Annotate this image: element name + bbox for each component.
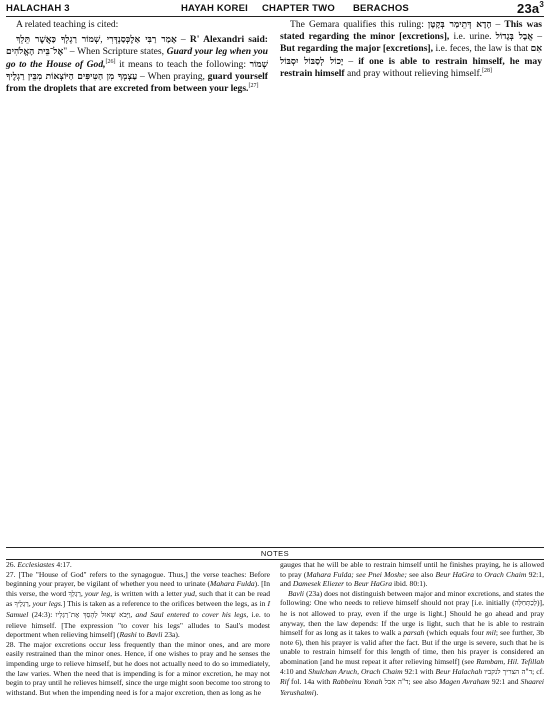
text: yud — [184, 588, 195, 598]
notes-title: NOTES — [260, 549, 290, 558]
text: i.e. urine. — [449, 31, 496, 43]
folio-superscript: 3 — [539, 0, 544, 9]
text: Beur Halachah — [435, 666, 483, 676]
text: Mahara Fulda; see Pnei Moshe; — [306, 569, 407, 579]
text: 23a). — [162, 630, 180, 640]
note-27 — [6, 570, 270, 640]
text: – When praying, — [137, 70, 208, 82]
text: is written with a letter — [112, 588, 184, 598]
hebrew-text: הָדָא דְּתֵימַר בְּקָטָן — [427, 20, 492, 30]
punct: , — [100, 34, 103, 46]
text: , such that it can be read as — [6, 588, 271, 609]
text: 92:1, and — [280, 569, 544, 589]
paragraph — [280, 19, 542, 80]
text: Ecclesiastes — [17, 560, 55, 569]
bold-italic-verse: Guard your leg when you go to the House of God, — [6, 46, 269, 70]
hebrew-text: רַגְלְךָ — [68, 589, 81, 598]
dash: – — [343, 55, 359, 67]
text: 92:1 and — [489, 677, 521, 687]
text: 4:17. — [54, 560, 72, 569]
bold-translation: But regarding the major [excretions], — [280, 43, 434, 55]
hebrew-text: אֶל־בֵּית הָאֱלֹהִים — [6, 47, 64, 58]
text: see also — [406, 569, 436, 579]
text: it means to teach the following: — [115, 58, 250, 70]
text: , — [28, 599, 33, 609]
text: ] This is taken as a reference to the orifices between the legs, as in — [62, 599, 268, 609]
text: fol. 14a with — [288, 677, 333, 687]
text: to — [474, 569, 485, 579]
text: 26. — [6, 560, 18, 569]
header-tractate: BERACHOS — [353, 3, 409, 14]
hebrew-text: אִם יָכוֹל לְסַבּוֹל יִסְבּוֹל — [280, 44, 543, 67]
text: Rabbeinu Yonah — [332, 677, 383, 687]
notes-left-column — [6, 560, 270, 697]
note-28-paragraph-2 — [280, 589, 544, 698]
header-folio — [517, 1, 544, 16]
text: mil — [486, 628, 496, 638]
note-26 — [6, 560, 270, 570]
header-title: HAYAH KOREI — [181, 3, 248, 14]
text: (23a) does not distinguish between major and minor excretions, and states the following: One who needs to relieve himself should not pray [i.e. initially ( — [280, 588, 544, 608]
hebrew-text: אָמַר רַבִּי אַלֶכְּסַנְדְּרִי — [106, 35, 177, 46]
text: your leg, — [84, 588, 113, 598]
text: Beur HaGra — [353, 579, 393, 589]
text: (24:3): — [28, 609, 56, 619]
text: Magen Avraham — [439, 677, 490, 687]
dash: – — [533, 31, 542, 43]
paragraph — [6, 34, 268, 95]
note-28: 28. The major excretions occur less frequently than the minor ones, and are more easily restrained than the minor ones. Hence, if one wishes to pray and he senses the impending urge to relieve himself, but he does not actually need to do so immediately, the law varies. When the need that is impending is for a minor excretion, he may not begin to pray until he relieves himself, since the urge might soon become too strong to withstand. But when the impending need is for a major excretion, then as long as he — [6, 639, 270, 697]
header-rule — [6, 16, 544, 17]
text: 4:10 and — [280, 666, 309, 676]
dash: – — [491, 19, 505, 30]
text: ; see also — [408, 677, 440, 687]
hebrew-text: לְכַתְּחִלָּה — [514, 599, 538, 608]
text: your legs. — [32, 599, 63, 609]
text: Shaarei Yerushalmi — [280, 677, 544, 697]
text: ). [In this verse, the word — [6, 579, 270, 598]
text: The Gemara qualifies this ruling: — [290, 19, 428, 30]
text: ). — [313, 687, 319, 697]
intro-text: A related teaching is cited: — [16, 19, 119, 30]
main-text-left — [6, 19, 268, 98]
text: ; cf. — [532, 666, 545, 676]
hebrew-text: ד"ה אבל — [384, 678, 409, 687]
punct: " — [63, 46, 68, 58]
text: parsah — [403, 628, 425, 638]
bold-translation: if one is able to restrain himself, he may restrain himself — [280, 55, 543, 79]
hebrew-text: אֲבָל בְּגָדוֹל — [495, 32, 534, 43]
header-chapter: CHAPTER TWO — [262, 3, 335, 14]
text: Rashi — [119, 630, 137, 640]
footnote-ref[interactable]: [28] — [482, 67, 493, 74]
text: Bavli — [288, 588, 305, 598]
paragraph — [6, 19, 268, 31]
text: Beur HaGra — [435, 569, 475, 579]
main-text-right — [280, 19, 542, 83]
text: Rambam, Hil. Tefillah — [476, 656, 544, 666]
footnote-ref[interactable]: [26] — [105, 58, 116, 65]
text: ; see further, 3b note 6), then his prayer is valid after the fact. But if the urge is severe, such that he is unable to restrain himself for this length of time, then his prayer is considered an abomination [and he must repeat it after relieving himself] (see — [280, 628, 544, 666]
text: i.e. feces, the law is that — [433, 43, 531, 55]
dash: – — [176, 34, 190, 46]
header-section: HALACHAH 3 — [6, 3, 70, 14]
bold-translation: R' Alexandri said: — [189, 34, 268, 46]
hebrew-text: שְׁמוֹר עַצְמְךָ מִן הַטִּיפִּים הַיּוֹצְאוֹת מִבֵּין רַגְלֶיךָ — [6, 59, 268, 82]
text: 92:1 with — [402, 666, 436, 676]
text: )], he is not allowed to pray, even if the urge is light.] Should he go ahead and pray anyway, then the law depends: If the urge is light, such that he is able to restrain himself for as long as it takes to walk a — [280, 598, 544, 638]
note-28-continued — [280, 560, 544, 589]
text: Bavli — [146, 630, 163, 640]
text: I Samuel — [6, 599, 271, 619]
notes-right-column — [280, 560, 544, 697]
hebrew-text: רַגְלֶיךָ — [14, 600, 29, 609]
text: gauges that he will be able to restrain himself until he finishes praying, he is allowed to pray ( — [280, 560, 544, 579]
hebrew-text: ד"ה הצריך לנקביו — [484, 667, 533, 676]
text: ibid. 80:1). — [392, 579, 428, 589]
text: and pray without relieving himself. — [344, 67, 483, 79]
folio-number: 23a — [517, 1, 540, 16]
running-header — [6, 2, 544, 16]
footnote-ref[interactable]: [27] — [248, 82, 259, 89]
text: Orach Chaim — [484, 569, 527, 579]
text: Damesek Eliezer — [292, 579, 345, 589]
text: and Saul entered to cover his legs, — [135, 609, 249, 619]
hebrew-text: וַיָּבֹא שָׁאוּל לְהָסֵךְ אֶת־רַגְלָיו — [55, 610, 131, 619]
text: i.e. to relieve himself. [The expression "to cover his legs" alludes to Saul's modest deportment when relieving himself] ( — [6, 609, 271, 640]
notes-rule — [6, 547, 544, 548]
text: Shulchan Aruch, Orach Chaim — [308, 666, 403, 676]
text: (which equals four — [424, 628, 487, 638]
text: to — [344, 579, 354, 589]
text: Mahara Fulda — [210, 579, 255, 589]
bold-translation: This was stated regarding the minor [excretions], — [280, 19, 542, 43]
text: Rif — [280, 677, 289, 687]
text: to — [136, 630, 147, 640]
text: , — [80, 588, 85, 598]
text: , — [130, 609, 136, 619]
text: – When Scripture states, — [67, 46, 167, 58]
text: 27. [The "House of God" refers to the synagogue. Thus,] the verse teaches: Before beginning your prayer, be vigilant of whether you need to urinate ( — [6, 569, 270, 589]
hebrew-text: שְׁמוֹר רַגְלְךָ כַּאֲשֶׁר תֵּלֵךְ — [16, 35, 101, 46]
bold-translation: guard yourself from the droplets that are excreted from between your legs. — [6, 70, 268, 95]
